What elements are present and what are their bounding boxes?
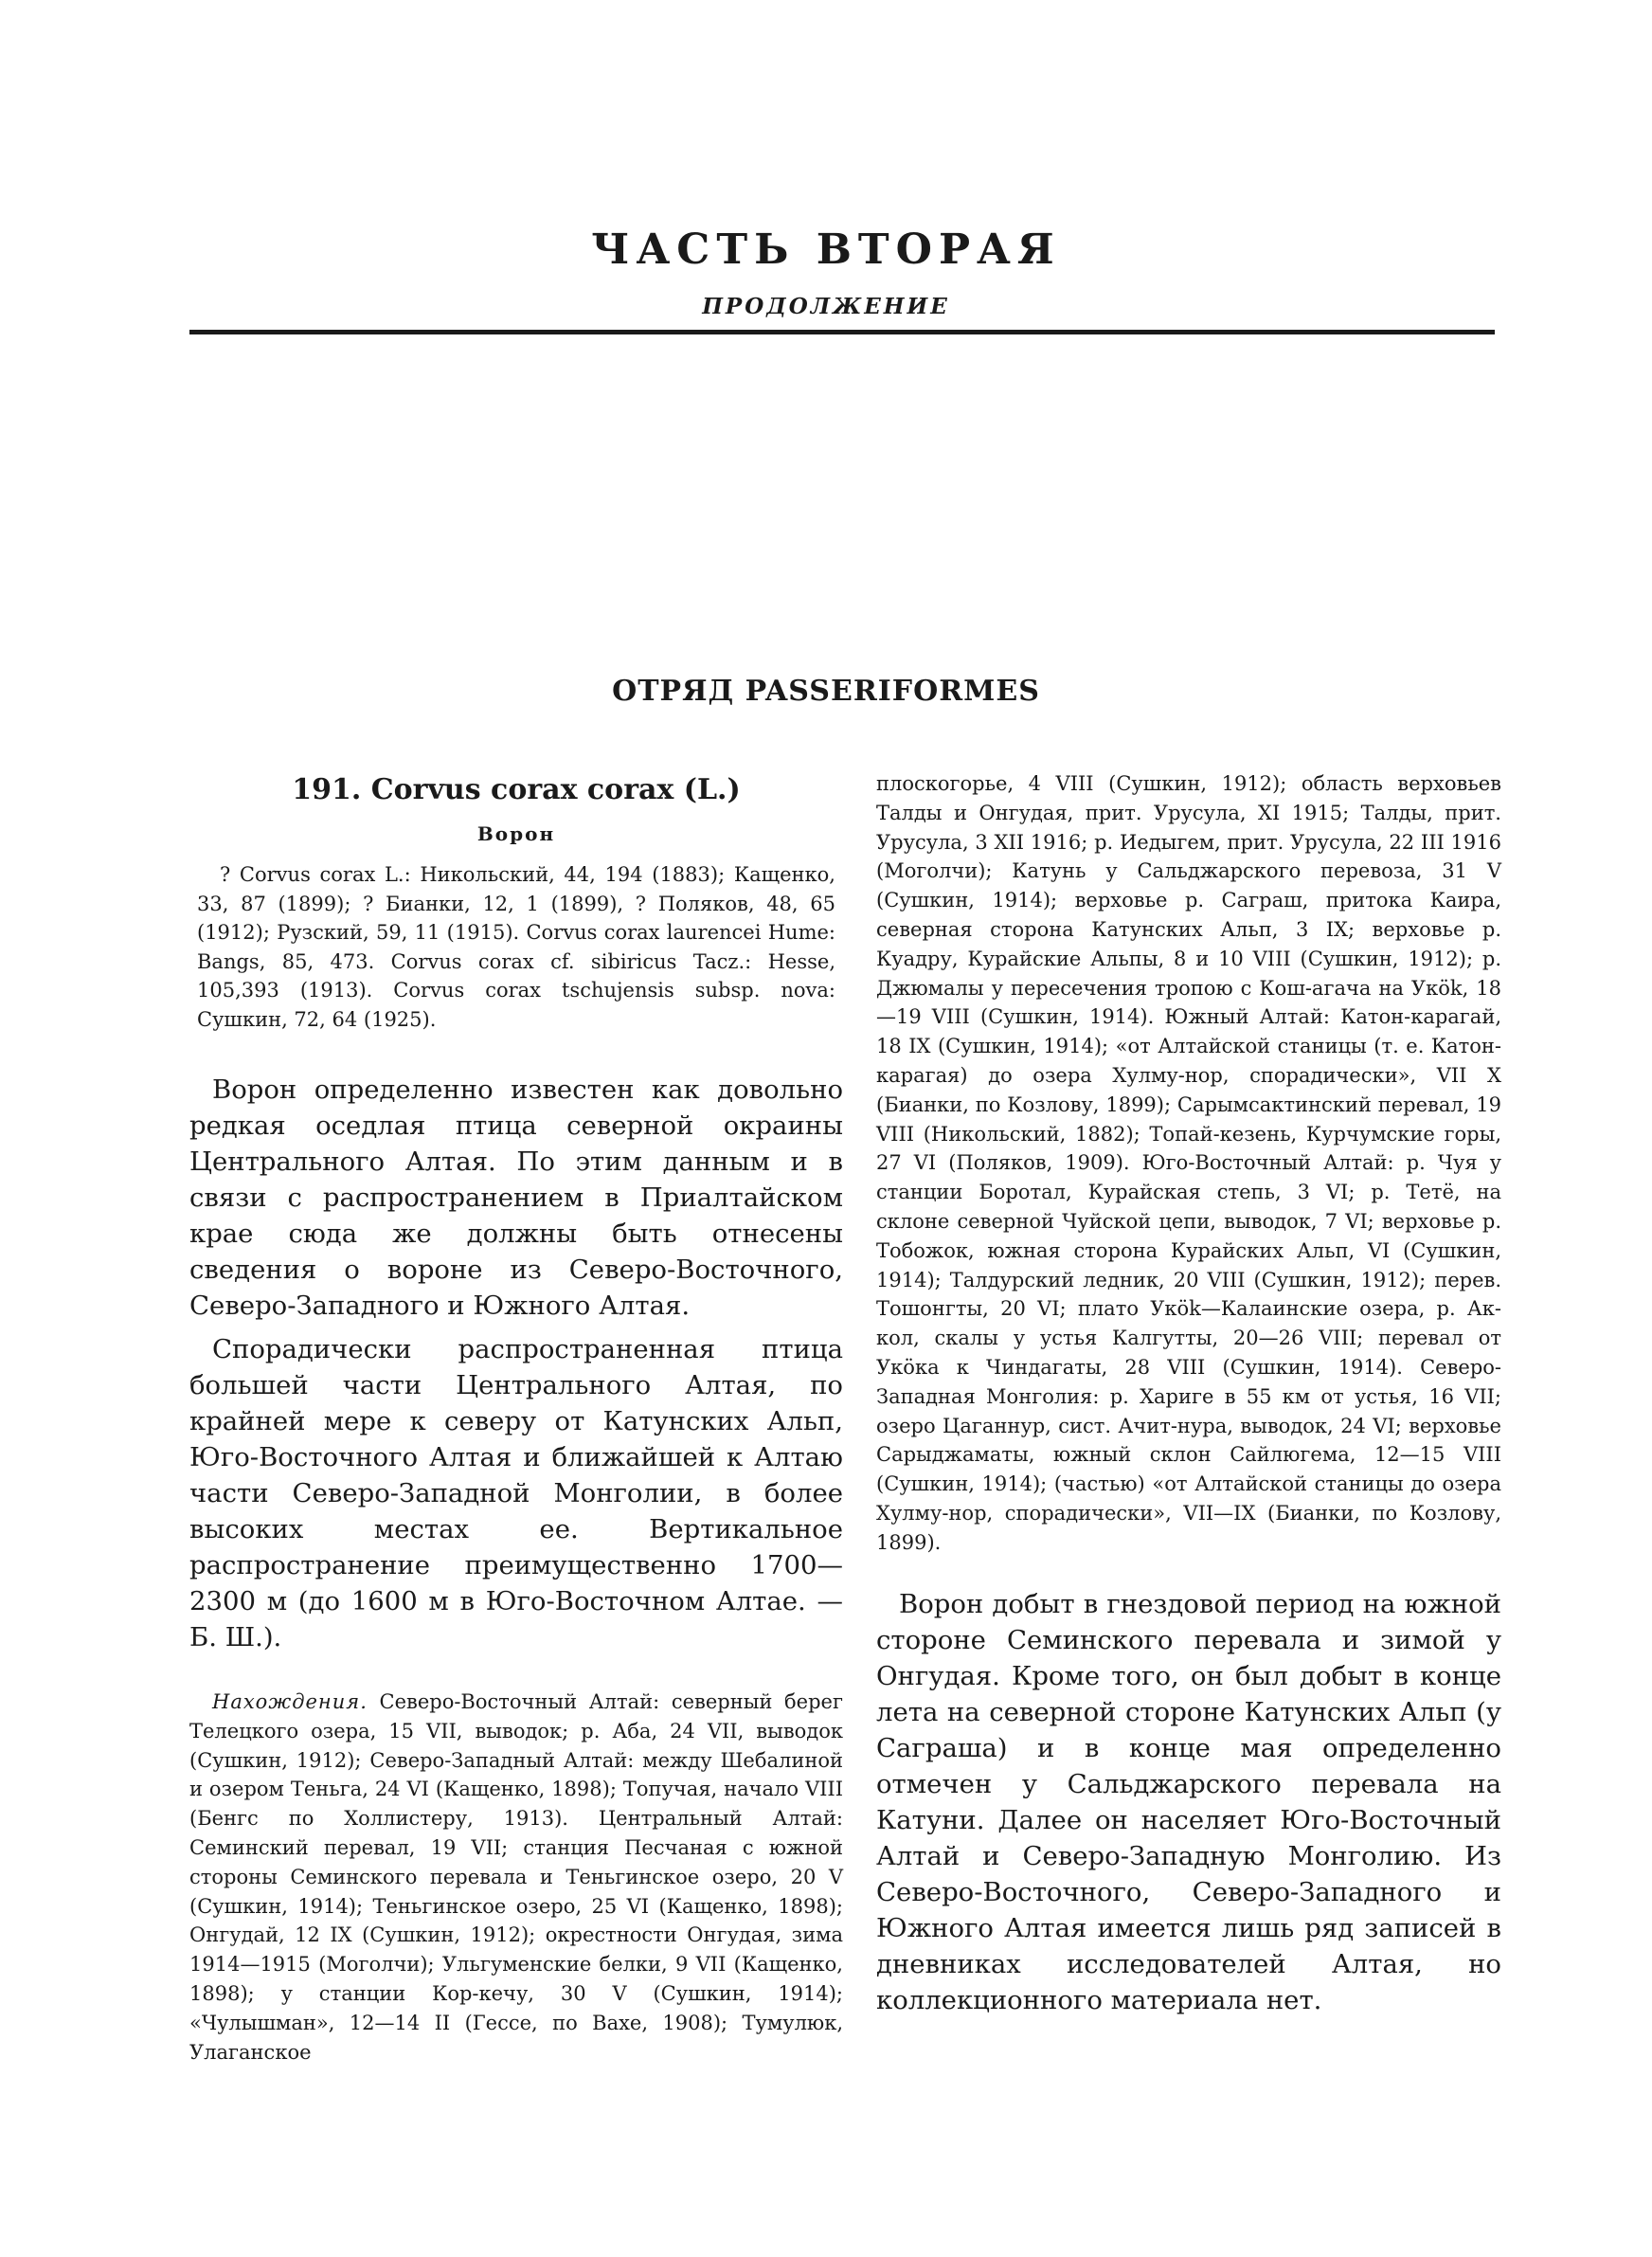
part-subtitle: ПРОДОЛЖЕНИЕ — [702, 294, 950, 319]
locations-label: Нахождения. — [212, 1690, 368, 1713]
species-common-name: Ворон — [476, 822, 556, 845]
header-rule — [189, 330, 1495, 334]
body-paragraph-2: Спорадически распространенная птица большей части Центрального Алтая, по крайней мере к северу от Катунских Альп, Юго-Восточного Алтая и ближайшей к Алтаю части Северо-Западной Монголии, в более высоких местах ее. Вертикальное распространение преимущественно 1700—2300 м (до 1600 м в Юго-Восточном Алтае. — Б. Ш.). — [189, 1334, 843, 1652]
locations-left-text: Северо-Восточный Алтай: северный берег Телецкого озера, 15 VII, выводок; р. Аба, 24 VII, выводок (Сушкин, 1912); Северо-Западный Алтай: между Шебалиной и озером Теньга, 24 VI (Кащенко, 1898); Топучая, начало VIII (Бенгс по Холлистеру, 1913). Центральный Алтай: Семинский перевал, 19 VII; станция Песчаная с южной стороны Семинского перевала и Теньгинское озеро, 20 V (Сушкин, 1914); Теньгинское озеро, 25 VI (Кащенко, 1898); Онгудай, 12 IX (Сушкин, 1912); окрестности Онгудая, зима 1914—1915 (Моголчи); Ульгуменские белки, 9 VII (Кащенко, 1898); у станции Кор-кечу, 30 V (Сушкин, 1914); «Чулышман», 12—14 II (Гессе, по Вахе, 1908); Тумулюк, Улаганское — [189, 1690, 843, 2064]
species-heading: 191. Corvus corax corax (L.) — [292, 773, 741, 806]
part-title: ЧАСТЬ ВТОРАЯ — [591, 226, 1061, 274]
left-column — [189, 769, 843, 2067]
order-title: ОТРЯД PASSERIFORMES — [612, 675, 1040, 708]
body-paragraph-3: Ворон добыт в гнездовой период на южной стороне Семинского перевала и зимой у Онгудая. Кроме того, он был добыт в конце лета на северной стороне Катунских Альп (у Саграша) и в конце мая определенно отмечен у Сальджарского перевала на Катуни. Далее он населяет Юго-Восточный Алтай и Северо-Западную Монголию. Из Северо-Восточного, Северо-Западного и Южного Алтая имеется лишь ряд записей в дневниках исследователей Алтая, но коллекционного материала нет. — [876, 1588, 1501, 2015]
locations-left — [189, 1688, 843, 2067]
right-column — [876, 769, 1501, 2026]
locations-right: плоскогорье, 4 VIII (Сушкин, 1912); область верховьев Талды и Онгудая, прит. Урусула, XI 1915; Талды, прит. Урусула, 3 XII 1916; р. Иедыгем, прит. Урусула, 22 III 1916 (Моголчи); Катунь у Сальджарского перевоза, 31 V (Сушкин, 1914); верховье р. Саграш, притока Каира, северная сторона Катунских Альп, 3 IX; верховье р. Куадру, Курайские Альпы, 8 и 10 VIII (Сушкин, 1912); р. Джюмалы у пересечения тропою с Кош-агача на Укök, 18—19 VIII (Сушкин, 1914). Южный Алтай: Катон-карагай, 18 IX (Сушкин, 1914); «от Алтайской станицы (т. е. Катон-карагая) до озера Хулму-нор, спорадически», VII X (Бианки, по Козлову, 1899); Сарымсактинский перевал, 19 VIII (Никольский, 1882); Топай-кезень, Курчумские горы, 27 VI (Поляков, 1909). Юго-Восточный Алтай: р. Чуя у станции Боротал, Курайская степь, 3 VI; р. Тетё, на склоне северной Чуйской цепи, выводок, 7 VI; верховье р. Тобожок, южная сторона Курайских Альп, VI (Сушкин, 1914); Талдурский ледник, 20 VIII (Сушкин, 1912); перев. Тошонгты, 20 VI; плато Укök—Калаинские озера, р. Ак-кол, скалы у устья Калгутты, 20—26 VIII; перевал от Укöка к Чиндагаты, 28 VIII (Сушкин, 1914). Северо-Западная Монголия: р. Харигe в 55 км от устья, 16 VII; озеро Цаганнур, сист. Ачит-нура, выводок, 24 VI; верховье Сарыджаматы, южный склон Сайлюгема, 12—15 VIII (Сушкин, 1914); (частью) «от Алтайской станицы до озера Хулму-нор, спорадически», VII—IX (Бианки, по Козлову, 1899). — [876, 772, 1501, 1554]
body-paragraph-1: Ворон определенно известен как довольно редкая оседлая птица северной окраины Центрального Алтая. По этим данным и в связи с распространением в Приалтайском крае сюда же должны быть отнесены сведения о вороне из Северо-Восточного, Северо-Западного и Южного Алтая. — [189, 1074, 843, 1321]
species-synonymy: ? Corvus corax L.: Никольский, 44, 194 (1883); Кащенко, 33, 87 (1899); ? Бианки, 12, 1 (1899), ? Поляков, 48, 65 (1912); Рузский, 59, 11 (1915). Corvus corax laurencei Hume: Bangs, 85, 473. Corvus corax cf. sibiricus Tacz.: Hesse, 105,393 (1913). Corvus corax tschujensis subsp. nova: Сушкин, 72, 64 (1925). — [197, 863, 835, 1031]
